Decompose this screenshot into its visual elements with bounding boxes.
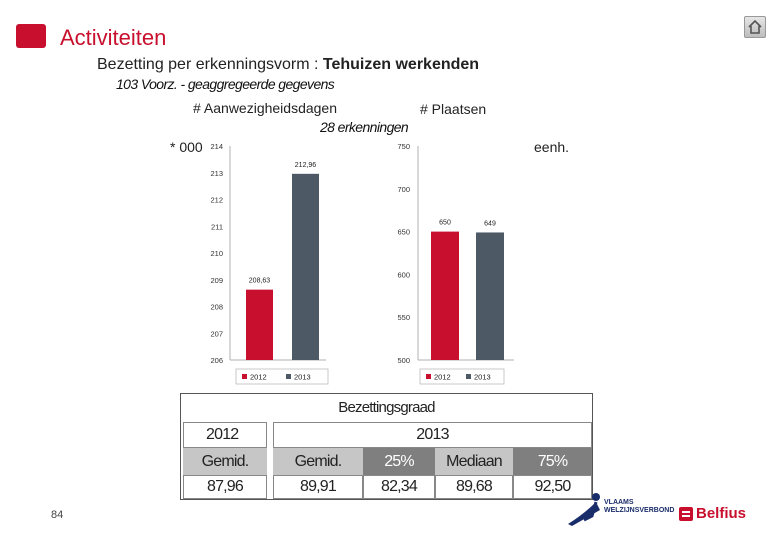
- belfius-logo-text: Belfius: [696, 505, 747, 522]
- quartile-25-label: 25%: [363, 448, 435, 475]
- days-y-tick-label: 210: [210, 249, 223, 258]
- year-2012-header: 2012: [183, 422, 267, 448]
- places-chart-header: # Plaatsen: [420, 101, 487, 117]
- avg-2012-label: Gemid.: [183, 448, 267, 475]
- places-y-tick-label: 600: [397, 270, 410, 280]
- days-legend-swatch-2013: [286, 374, 291, 379]
- vvsg-text-line-1: VLAAMS: [604, 499, 634, 506]
- places-legend-swatch-2012: [426, 374, 431, 379]
- places-bar-2012: [431, 232, 459, 360]
- year-2013-header: 2013: [273, 422, 592, 448]
- days-y-tick-label: 214: [210, 142, 223, 151]
- places-legend-swatch-2013: [466, 374, 471, 379]
- avg-2013-label: Gemid.: [273, 448, 363, 475]
- days-legend-label: 2013: [294, 372, 311, 382]
- vvsg-text-line-2: WELZIJNSVERBOND: [604, 507, 675, 514]
- places-bar-2013: [476, 232, 504, 360]
- median-value: 89,68: [435, 475, 513, 499]
- places-y-tick-label: 750: [397, 142, 410, 151]
- days-legend-label: 2012: [250, 372, 267, 382]
- places-y-tick-label: 650: [397, 227, 410, 237]
- places-legend-label: 2012: [434, 372, 451, 382]
- places-y-tick-label: 550: [397, 313, 410, 323]
- places-legend-box: [420, 369, 504, 384]
- recognitions-count: 28 erkenningen: [320, 119, 409, 135]
- quartile-75-value: 92,50: [513, 475, 592, 499]
- places-legend-label: 2013: [474, 372, 491, 382]
- places-y-tick-label: 500: [397, 356, 410, 365]
- days-bar-2013: [292, 174, 319, 360]
- days-y-tick-label: 208: [210, 302, 223, 312]
- avg-2013-value: 89,91: [273, 475, 363, 499]
- days-y-tick-label: 206: [210, 356, 223, 365]
- days-chart-header: # Aanwezigheidsdagen: [193, 100, 338, 116]
- page-number: 84: [51, 509, 64, 521]
- days-data-label: 208,63: [248, 277, 271, 285]
- places-y-tick-label: 700: [397, 184, 410, 194]
- places-data-label: 650: [439, 219, 451, 227]
- occupancy-table: [180, 393, 593, 500]
- days-y-tick-label: 213: [210, 168, 223, 178]
- group-label: 103 Voorz. - geaggregeerde gegevens: [116, 76, 335, 92]
- days-y-tick-label: 209: [210, 275, 223, 285]
- days-data-label: 212,96: [294, 161, 317, 169]
- days-y-tick-label: 207: [210, 329, 223, 339]
- days-legend-swatch-2012: [242, 374, 247, 379]
- belfius-logo-icon: [679, 507, 693, 521]
- occupancy-table-title: Bezettingsgraad: [338, 399, 435, 416]
- subtitle-facility-type: Tehuizen werkenden: [322, 56, 480, 73]
- median-label: Mediaan: [435, 448, 513, 475]
- quartile-25-value: 82,34: [363, 475, 435, 499]
- vvsg-logo-text: [604, 499, 674, 515]
- places-unit-label: eenh.: [534, 139, 570, 155]
- days-unit-label: * 000: [170, 139, 203, 155]
- days-y-tick-label: 212: [210, 195, 223, 205]
- quartile-75-label: 75%: [513, 448, 592, 475]
- days-bar-2012: [246, 290, 273, 360]
- days-y-tick-label: 211: [211, 222, 223, 232]
- avg-2012-value: 87,96: [183, 475, 267, 499]
- subtitle-prefix: Bezetting per erkenningsvorm :: [97, 56, 323, 73]
- places-data-label: 649: [484, 220, 496, 228]
- page-title: Activiteiten: [60, 25, 167, 50]
